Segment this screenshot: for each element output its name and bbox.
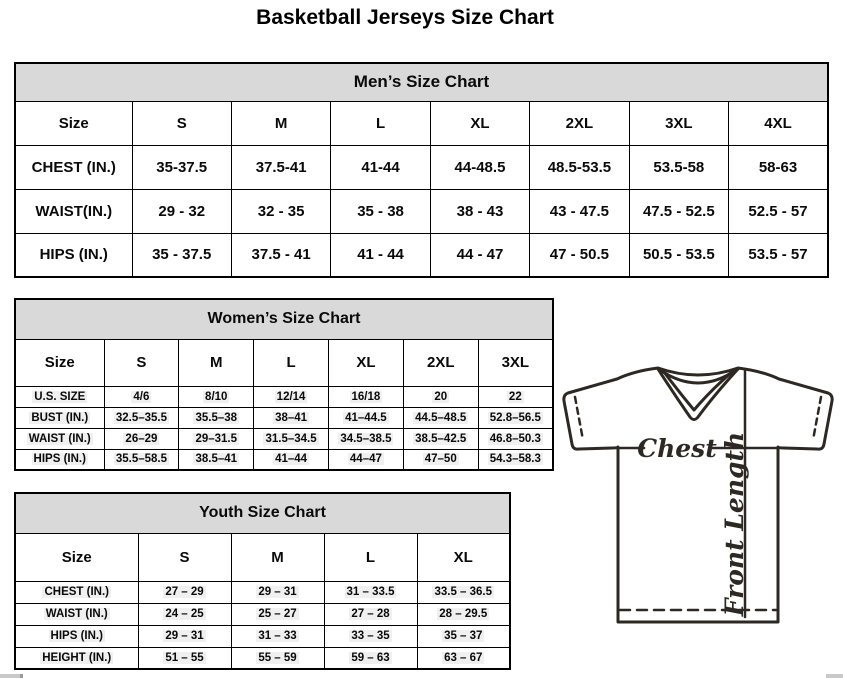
size-value-cell: 31 – 33: [231, 625, 324, 647]
size-value-cell: 4/6: [104, 386, 179, 407]
row-label: BUST (IN.): [15, 407, 104, 428]
size-value-cell: 35.5–38: [179, 407, 254, 428]
size-value-cell: 26–29: [104, 428, 179, 449]
size-value-cell: 44.5–48.5: [403, 407, 478, 428]
size-value-cell: 27 – 28: [324, 603, 417, 625]
column-header: L: [331, 101, 430, 145]
size-value-cell: 35 – 37: [417, 625, 510, 647]
size-value-cell: 32.5–35.5: [104, 407, 179, 428]
size-value-cell: 38–41: [254, 407, 329, 428]
mens-table-title: Men’s Size Chart: [15, 63, 828, 101]
column-header: L: [254, 339, 329, 386]
jersey-measurement-diagram: [562, 360, 834, 628]
column-header: Size: [15, 101, 132, 145]
row-label: HEIGHT (IN.): [15, 647, 138, 669]
size-value-cell: 20: [403, 386, 478, 407]
size-value-cell: 43 - 47.5: [530, 189, 629, 233]
size-value-cell: 53.5 - 57: [729, 233, 828, 277]
size-value-cell: 54.3–58.3: [478, 449, 553, 470]
row-label: CHEST (IN.): [15, 581, 138, 603]
size-value-cell: 24 – 25: [138, 603, 231, 625]
column-header: Size: [15, 533, 138, 581]
row-label: U.S. SIZE: [15, 386, 104, 407]
size-value-cell: 29–31.5: [179, 428, 254, 449]
size-value-cell: 46.8–50.3: [478, 428, 553, 449]
table-row: [15, 339, 553, 386]
size-value-cell: 50.5 - 53.5: [629, 233, 728, 277]
size-value-cell: 44–47: [328, 449, 403, 470]
size-value-cell: 52.5 - 57: [729, 189, 828, 233]
size-value-cell: 28 – 29.5: [417, 603, 510, 625]
table-row: [15, 145, 828, 189]
size-value-cell: 59 – 63: [324, 647, 417, 669]
size-value-cell: 47.5 - 52.5: [629, 189, 728, 233]
size-value-cell: 41–44.5: [328, 407, 403, 428]
womens-size-table: [14, 298, 554, 471]
table-row: [15, 533, 510, 581]
column-header: XL: [328, 339, 403, 386]
front-length-label: Front Length: [720, 431, 749, 617]
size-value-cell: 41-44: [331, 145, 430, 189]
size-value-cell: 52.8–56.5: [478, 407, 553, 428]
table-row: [15, 581, 510, 603]
size-value-cell: 25 – 27: [231, 603, 324, 625]
size-value-cell: 31.5–34.5: [254, 428, 329, 449]
row-label: CHEST (IN.): [15, 145, 132, 189]
column-header: Size: [15, 339, 104, 386]
table-row: [15, 101, 828, 145]
hscrollbar-left-fragment[interactable]: [0, 674, 23, 678]
size-value-cell: 51 – 55: [138, 647, 231, 669]
row-label: WAIST (IN.): [15, 428, 104, 449]
size-value-cell: 33 – 35: [324, 625, 417, 647]
size-value-cell: 33.5 – 36.5: [417, 581, 510, 603]
table-row: [15, 449, 553, 470]
size-value-cell: 47–50: [403, 449, 478, 470]
size-value-cell: 29 – 31: [231, 581, 324, 603]
column-header: M: [231, 101, 330, 145]
size-value-cell: 35.5–58.5: [104, 449, 179, 470]
table-row: [15, 63, 828, 101]
column-header: M: [179, 339, 254, 386]
row-label: HIPS (IN.): [15, 233, 132, 277]
youth-size-table: [14, 492, 511, 670]
table-row: [15, 493, 510, 533]
size-value-cell: 32 - 35: [231, 189, 330, 233]
row-label: HIPS (IN.): [15, 625, 138, 647]
row-label: WAIST(IN.): [15, 189, 132, 233]
size-value-cell: 37.5 - 41: [231, 233, 330, 277]
column-header: XL: [417, 533, 510, 581]
size-value-cell: 8/10: [179, 386, 254, 407]
column-header: 3XL: [629, 101, 728, 145]
table-row: [15, 625, 510, 647]
size-value-cell: 44-48.5: [430, 145, 529, 189]
size-value-cell: 29 – 31: [138, 625, 231, 647]
size-value-cell: 44 - 47: [430, 233, 529, 277]
size-value-cell: 35 - 38: [331, 189, 430, 233]
size-value-cell: 29 - 32: [132, 189, 231, 233]
column-header: L: [324, 533, 417, 581]
hscrollbar-right-fragment[interactable]: [826, 674, 843, 678]
page-title: Basketball Jerseys Size Chart: [256, 6, 554, 29]
size-value-cell: 38 - 43: [430, 189, 529, 233]
size-value-cell: 41 - 44: [331, 233, 430, 277]
column-header: S: [132, 101, 231, 145]
size-value-cell: 41–44: [254, 449, 329, 470]
size-value-cell: 34.5–38.5: [328, 428, 403, 449]
table-row: [15, 386, 553, 407]
youth-table-title: Youth Size Chart: [15, 493, 510, 533]
column-header: S: [104, 339, 179, 386]
mens-size-table: [14, 62, 829, 278]
size-value-cell: 12/14: [254, 386, 329, 407]
column-header: 3XL: [478, 339, 553, 386]
chest-label: Chest: [637, 434, 717, 463]
table-row: [15, 647, 510, 669]
size-value-cell: 37.5-41: [231, 145, 330, 189]
size-value-cell: 31 – 33.5: [324, 581, 417, 603]
table-row: [15, 407, 553, 428]
size-value-cell: 38.5–42.5: [403, 428, 478, 449]
column-header: S: [138, 533, 231, 581]
size-value-cell: 35 - 37.5: [132, 233, 231, 277]
size-value-cell: 58-63: [729, 145, 828, 189]
column-header: 2XL: [403, 339, 478, 386]
table-row: [15, 428, 553, 449]
size-value-cell: 48.5-53.5: [530, 145, 629, 189]
size-value-cell: 63 – 67: [417, 647, 510, 669]
row-label: WAIST (IN.): [15, 603, 138, 625]
table-row: [15, 233, 828, 277]
size-value-cell: 38.5–41: [179, 449, 254, 470]
size-value-cell: 27 – 29: [138, 581, 231, 603]
column-header: 2XL: [530, 101, 629, 145]
size-value-cell: 35-37.5: [132, 145, 231, 189]
column-header: M: [231, 533, 324, 581]
size-value-cell: 22: [478, 386, 553, 407]
row-label: HIPS (IN.): [15, 449, 104, 470]
column-header: 4XL: [729, 101, 828, 145]
column-header: XL: [430, 101, 529, 145]
table-row: [15, 603, 510, 625]
size-value-cell: 55 – 59: [231, 647, 324, 669]
size-value-cell: 47 - 50.5: [530, 233, 629, 277]
table-row: [15, 299, 553, 339]
size-value-cell: 16/18: [328, 386, 403, 407]
size-value-cell: 53.5-58: [629, 145, 728, 189]
womens-table-title: Women’s Size Chart: [15, 299, 553, 339]
table-row: [15, 189, 828, 233]
